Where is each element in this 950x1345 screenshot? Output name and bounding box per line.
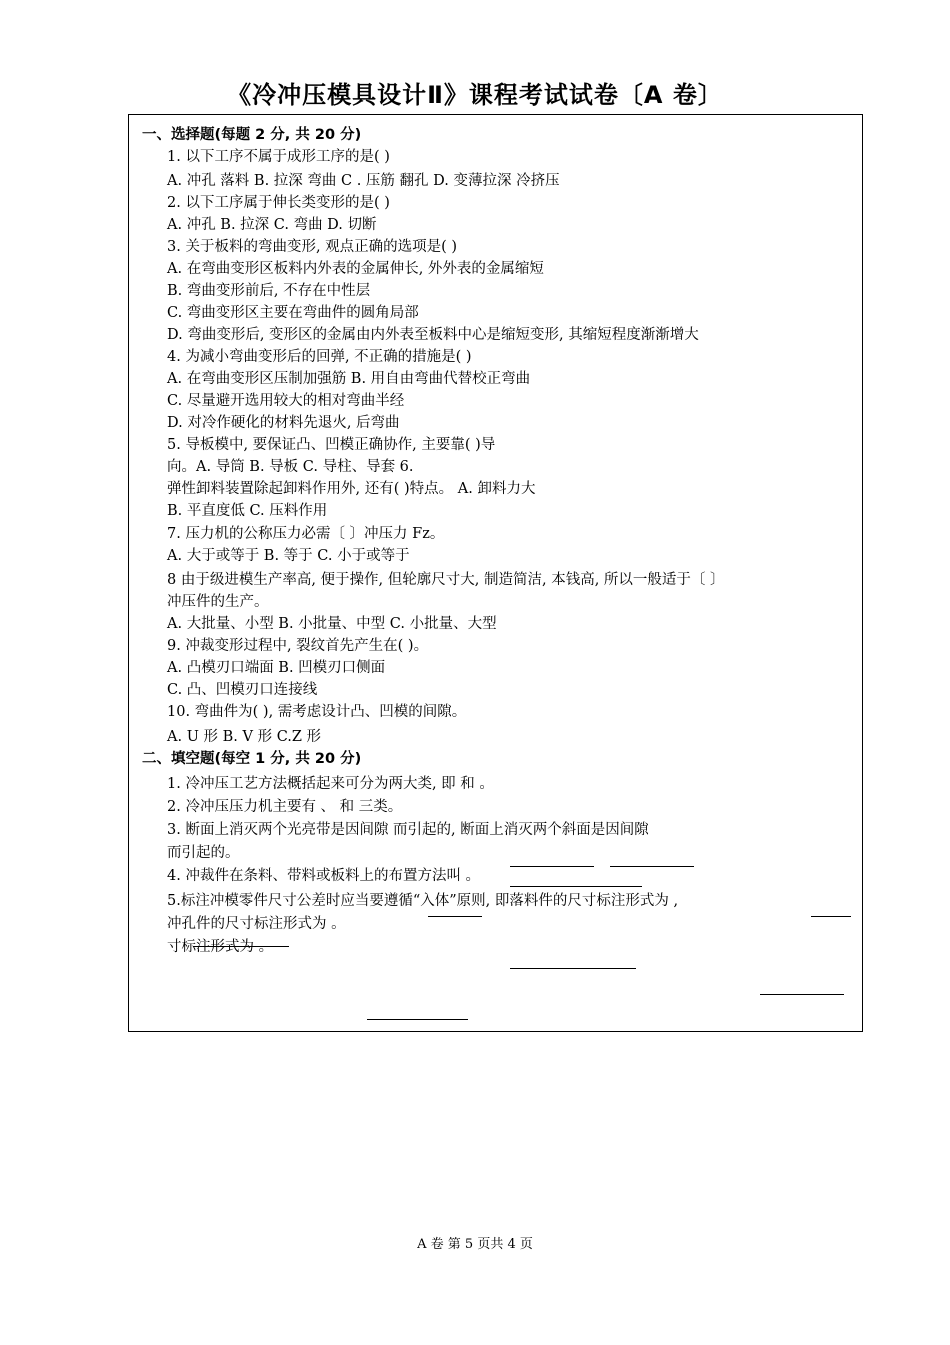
answer-blank-line xyxy=(367,1019,468,1020)
q-line: 7. 压力机的公称压力必需〔 〕冲压力 Fz。 xyxy=(167,526,445,542)
q-line: 向。A. 导筒 B. 导板 C. 导柱、导套 6. xyxy=(167,459,414,475)
answer-blank-line xyxy=(510,866,594,867)
q-line: 3. 关于板料的弯曲变形, 观点正确的选项是( ) xyxy=(167,239,458,255)
q-line: A. 凸模刃口端面 B. 凹模刃口侧面 xyxy=(167,660,386,676)
q-line: 8 由于级进模生产率高, 便于操作, 但轮廓尺寸大, 制造简洁, 本钱高, 所以一般适于〔 〕 xyxy=(167,572,725,588)
q-line: C. 弯曲变形区主要在弯曲件的圆角局部 xyxy=(167,305,419,321)
answer-blank-line xyxy=(510,886,642,887)
q-line: 2. 以下工序属于伸长类变形的是( ) xyxy=(167,195,390,211)
page-footer: A 卷 第 5 页共 4 页 xyxy=(417,1237,533,1252)
q-line: 5. 导板模中, 要保证凸、凹模正确协作, 主要靠( )导 xyxy=(167,437,496,453)
q-line: 10. 弯曲件为( ), 需考虑设计凸、凹模的间隙。 xyxy=(167,704,467,720)
answer-blank-line xyxy=(510,968,636,969)
section1-heading: 一、选择题(每题 2 分, 共 20 分) xyxy=(142,127,362,143)
section2-heading: 二、填空题(每空 1 分, 共 20 分) xyxy=(142,751,362,767)
fill-line: 寸标注形式为 。 xyxy=(167,939,274,955)
q-line: A. U 形 B. V 形 C.Z 形 xyxy=(167,729,322,745)
fill-line: 而引起的。 xyxy=(167,845,240,861)
q-line: A. 冲孔 B. 拉深 C. 弯曲 D. 切断 xyxy=(167,217,377,233)
q-line: 1. 以下工序不属于成形工序的是( ) xyxy=(167,149,390,165)
q-line: A. 大批量、小型 B. 小批量、中型 C. 小批量、大型 xyxy=(167,616,497,632)
answer-blank-line xyxy=(811,916,851,917)
q-line: C. 尽量避开选用较大的相对弯曲半经 xyxy=(167,393,405,409)
q-line: D. 弯曲变形后, 变形区的金属由内外表至板料中心是缩短变形, 其缩短程度渐渐增大 xyxy=(167,327,699,343)
q-line: 4. 为减小弯曲变形后的回弹, 不正确的措施是( ) xyxy=(167,349,472,365)
fill-line: 冲孔件的尺寸标注形式为 。 xyxy=(167,916,346,932)
fill-line: 1. 冷冲压工艺方法概括起来可分为两大类, 即 和 。 xyxy=(167,776,494,792)
answer-blank-line xyxy=(610,866,694,867)
q-line: A. 大于或等于 B. 等于 C. 小于或等于 xyxy=(167,548,410,564)
q-line: 9. 冲裁变形过程中, 裂纹首先产生在( )。 xyxy=(167,638,429,654)
answer-blank-line xyxy=(428,916,482,917)
q-line: B. 平直度低 C. 压料作用 xyxy=(167,503,328,519)
q-line: C. 凸、凹模刃口连接线 xyxy=(167,682,318,698)
q-line: 冲压件的生产。 xyxy=(167,594,269,610)
q-line: D. 对冷作硬化的材料先退火, 后弯曲 xyxy=(167,415,400,431)
exam-title: 《冷冲压模具设计Ⅱ》课程考试试卷〔A 卷〕 xyxy=(227,81,723,109)
q-line: B. 弯曲变形前后, 不存在中性层 xyxy=(167,283,371,299)
answer-blank-line xyxy=(760,994,844,995)
q-line: A. 在弯曲变形区板料内外表的金属伸长, 外外表的金属缩短 xyxy=(167,261,544,277)
fill-line: 4. 冲裁件在条料、带料或板料上的布置方法叫 。 xyxy=(167,868,481,884)
fill-line: 3. 断面上消灭两个光亮带是因间隙 而引起的, 断面上消灭两个斜面是因间隙 xyxy=(167,822,649,838)
fill-line: 2. 冷冲压压力机主要有 、 和 三类。 xyxy=(167,799,403,815)
fill-line: 5.标注冲模零件尺寸公差时应当要遵循“入体”原则, 即落料件的尺寸标注形式为 , xyxy=(167,893,679,909)
q-line: A. 在弯曲变形区压制加强筋 B. 用自由弯曲代替校正弯曲 xyxy=(167,371,531,387)
q-line: A. 冲孔 落料 B. 拉深 弯曲 C . 压筋 翻孔 D. 变薄拉深 冷挤压 xyxy=(167,173,560,189)
answer-blank-line xyxy=(193,946,289,947)
q-line: 弹性卸料装置除起卸料作用外, 还有( )特点。 A. 卸料力大 xyxy=(167,481,536,497)
